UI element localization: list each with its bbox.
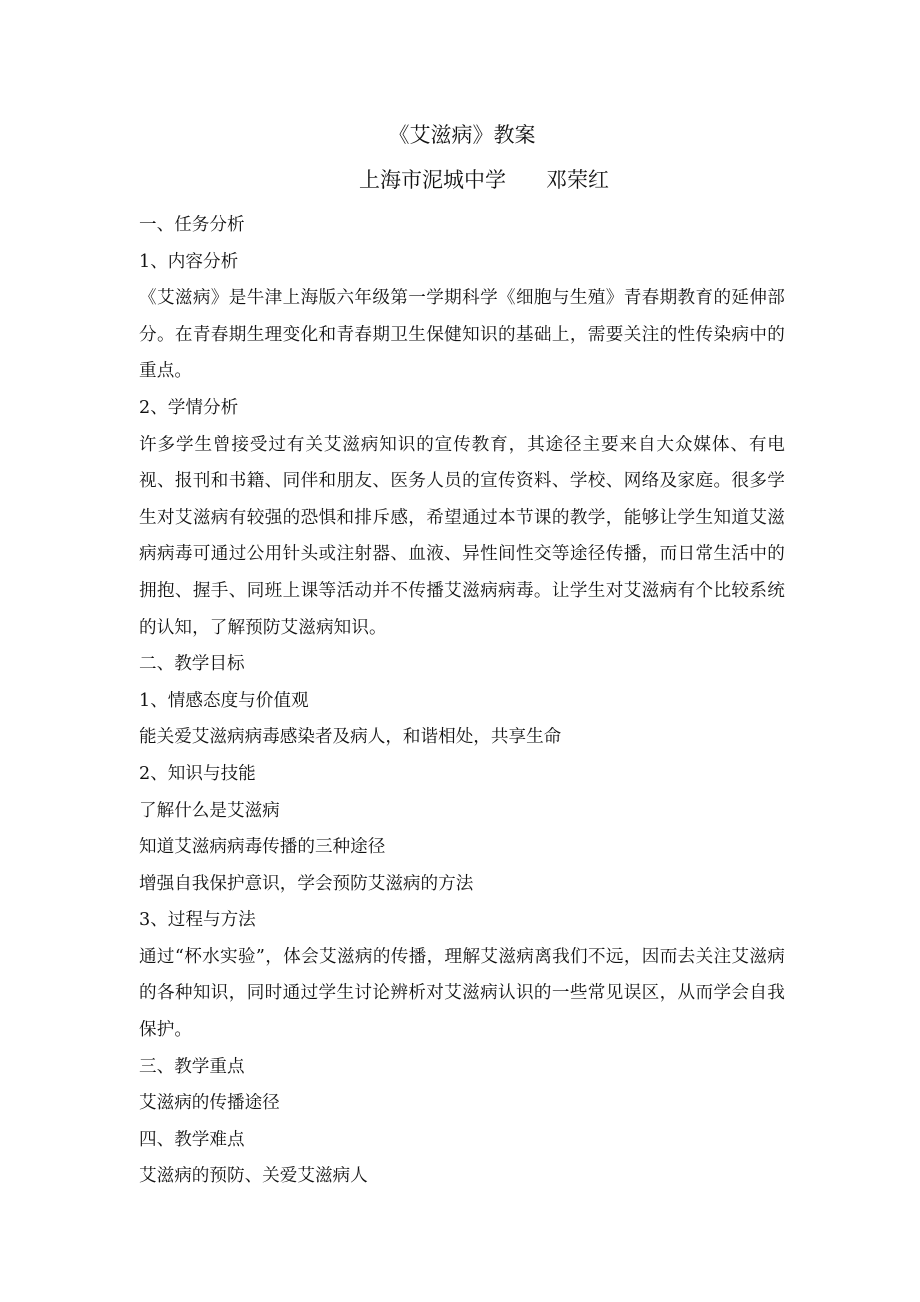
subheading-student-analysis: 2、学情分析 xyxy=(139,397,239,418)
subheading-knowledge-skills: 2、知识与技能 xyxy=(139,763,256,784)
document-author-line: 上海市泥城中学 邓荣红 xyxy=(358,168,610,192)
subheading-process-methods: 3、过程与方法 xyxy=(139,910,256,931)
paragraph-content-analysis: 《艾滋病》是牛津上海版六年级第一学期科学《细胞与生殖》青春期教育的延伸部分。在青春期生理变化和青春期卫生保健知识的基础上，需要关注的性传染病中的重点。 xyxy=(139,288,785,382)
document-page xyxy=(139,117,785,1195)
paragraph-student-analysis: 许多学生曾接受过有关艾滋病知识的宣传教育，其途径主要来自大众媒体、有电视、报刊和书籍、同伴和朋友、医务人员的宣传资料、学校、网络及家庭。很多学生对艾滋病有较强的恐惧和排斥感，希望通过本节课的教学，能够让学生知道艾滋病病毒可通过公用针头或注射器、血液、异性间性交等途径传播，而日常生活中的拥抱、握手、同班上课等活动并不传播艾滋病病毒。让学生对艾滋病有个比较系统的认知，了解预防艾滋病知识。 xyxy=(139,434,785,638)
section-heading-difficulties: 四、教学难点 xyxy=(139,1129,245,1150)
section-heading-key-points: 三、教学重点 xyxy=(139,1056,245,1077)
section-heading-teaching-goals: 二、教学目标 xyxy=(139,654,245,675)
paragraph-emotion-values: 能关爱艾滋病病毒感染者及病人，和谐相处，共享生命 xyxy=(139,727,562,748)
list-item: 知道艾滋病病毒传播的三种途径 xyxy=(139,837,386,858)
paragraph-difficulties: 艾滋病的预防、关爱艾滋病人 xyxy=(139,1166,368,1187)
subheading-content-analysis: 1、内容分析 xyxy=(139,251,239,272)
list-item: 了解什么是艾滋病 xyxy=(139,800,280,821)
section-heading-task-analysis: 一、任务分析 xyxy=(139,215,245,235)
paragraph-process-methods: 通过“杯水实验”，体会艾滋病的传播，理解艾滋病离我们不远，因而去关注艾滋病的各种知识，同时通过学生讨论辨析对艾滋病认识的一些常见误区，从而学会自我保护。 xyxy=(139,946,785,1041)
paragraph-key-points: 艾滋病的传播途径 xyxy=(139,1093,280,1114)
document-title: 《艾滋病》教案 xyxy=(388,123,536,147)
list-item: 增强自我保护意识，学会预防艾滋病的方法 xyxy=(139,873,474,894)
subheading-emotion-values: 1、情感态度与价值观 xyxy=(139,690,309,711)
